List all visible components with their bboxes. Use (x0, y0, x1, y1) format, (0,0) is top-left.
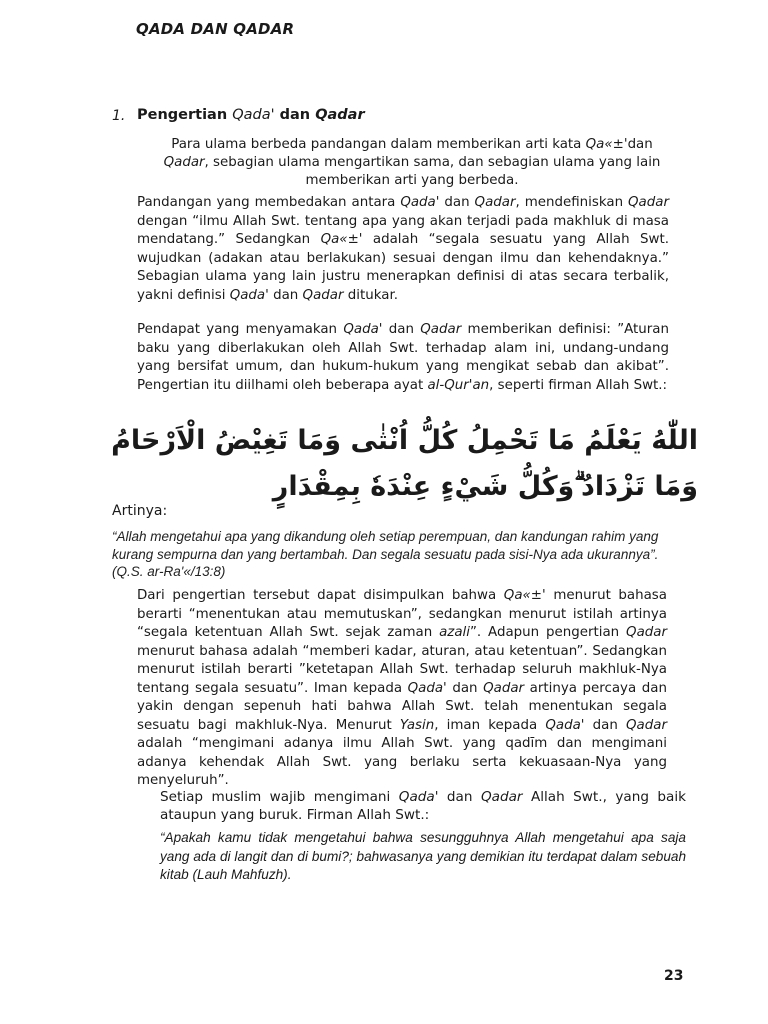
verse-translation: “Allah mengetahui apa yang dikandung oleh setiap perempuan, dan kandungan rahim yang kurang sempurna dan yang bertambah. Dan segala sesuatu pada sisi-Nya ada ukurannya”. (Q.S. ar-Ra'«/13:8) (112, 529, 659, 579)
verse-quote: “Apakah kamu tidak mengetahui bahwa sesungguhnya Allah mengetahui apa saja yang ada di langit dan di bumi?; bahwasanya yang demikian itu terdapat dalam sebuah kitab (Lauh Mahfuzh). (160, 830, 686, 882)
page-number: 23 (664, 968, 684, 984)
paragraph-different-views: Pandangan yang membedakan antara Qada' dan Qadar, mendefiniskan Qadar dengan “ilmu Allah Swt. tentang apa yang akan terjadi pada makhluk di masa mendatang.” Sedangkan Qa«±' adalah “segala sesuatu yang Allah Swt. wujudkan (adakan atau berlakukan) sesuai dengan ilmu dan kehendaknya.” Sebagian ulama yang lain justru menerapkan definisi di atas secara terbalik, yakni definisi Qada' dan Qadar ditukar. (137, 195, 669, 303)
section-title: Pengertian Qada' dan Qadar (137, 107, 365, 123)
translation-label: Artinya: (112, 503, 168, 519)
arabic-verse: اللّٰهُ يَعْلَمُ مَا تَحْمِلُ كُلُّ اُنْثٰى وَمَا تَغِيْضُ الْاَرْحَامُ وَمَا تَزْدَادُ ۗوَكُلُّ شَيْءٍ عِنْدَهٗ بِمِقْدَارٍ (111, 425, 698, 502)
running-header: QADA DAN QADAR (136, 20, 295, 38)
paragraph-intro: Para ulama berbeda pandangan dalam memberikan arti kata Qa«±'dan Qadar, sebagian ulama mengartikan sama, dan sebagian ulama yang lain memberikan arti yang berbeda. (163, 137, 661, 188)
section-number: 1. (112, 108, 126, 124)
paragraph-obligation: Setiap muslim wajib mengimani Qada' dan Qadar Allah Swt., yang baik ataupun yang buruk. Firman Allah Swt.: (160, 789, 686, 823)
paragraph-conclusion: Dari pengertian tersebut dapat disimpulkan bahwa Qa«±' menurut bahasa berarti “menentukan atau memutuskan”, sedangkan menurut istilah artinya “segala ketentuan Allah Swt. sejak zaman azali”. Adapun pengertian Qadar menurut bahasa adalah “memberi kadar, aturan, atau ketentuan”. Sedangkan menurut istilah berarti ”ketetapan Allah Swt. terhadap seluruh makhluk-Nya tentang segala sesuatu”. Iman kepada Qada' dan Qadar artinya percaya dan yakin dengan sepenuh hati bahwa Allah Swt. telah menentukan segala sesuatu bagi makhluk-Nya. Menurut Yasin, iman kepada Qada' dan Qadar adalah “mengimani adanya ilmu Allah Swt. yang qadīm dan mengimani adanya kehendak Allah Swt. yang berlaku serta kekuasaan-Nya yang menyeluruh”. (137, 588, 667, 788)
paragraph-same-views: Pendapat yang menyamakan Qada' dan Qadar memberikan definisi: ”Aturan baku yang diberlakukan oleh Allah Swt. terhadap alam ini, undang-undang yang bersifat umum, dan hukum-hukum yang mengikat sebab dan akibat”. Pengertian itu diilhami oleh beberapa ayat al-Qur'an, seperti firman Allah Swt.: (137, 322, 669, 393)
